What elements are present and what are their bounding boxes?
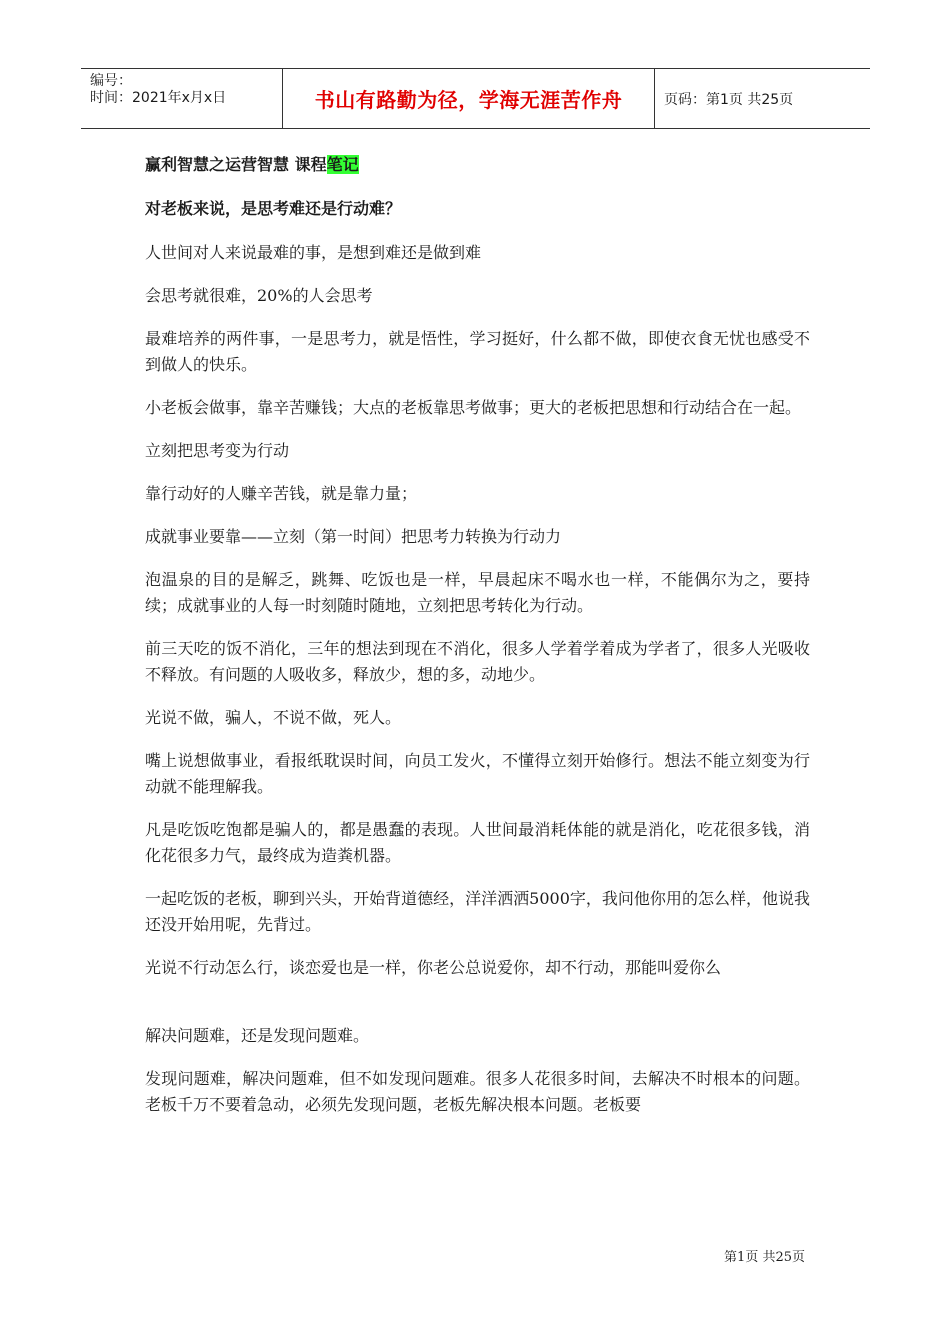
time-label: 时间：2021年x月x日 [90,90,227,106]
paragraph: 光说不行动怎么行，谈恋爱也是一样，你老公总说爱你，却不行动，那能叫爱你么 [145,958,722,977]
header-table [81,68,870,129]
paragraph: 嘴上说想做事业，看报纸耽误时间，向员工发火，不懂得立刻开始修行。想法不能立刻变为行动就不能理解我。 [145,751,810,796]
paragraph: 发现问题难，解决问题难，但不如发现问题难。很多人花很多时间，去解决不时根本的问题。老板千万不要着急动，必须先发现问题，老板先解决根本问题。老板要 [145,1069,810,1114]
paragraph: 小老板会做事，靠辛苦赚钱；大点的老板靠思考做事；更大的老板把思想和行动结合在一起。 [145,398,802,417]
paragraph: 最难培养的两件事，一是思考力，就是悟性，学习挺好，什么都不做，即使衣食无忧也感受不到做人的快乐。 [145,329,810,374]
number-label: 编号： [90,73,132,89]
paragraph: 人世间对人来说最难的事，是想到难还是做到难 [145,243,482,262]
paragraph: 一起吃饭的老板，聊到兴头，开始背道德经，洋洋洒洒5000字，我问他你用的怎么样，他说我还没开始用呢，先背过。 [145,889,810,934]
paragraph: 立刻把思考变为行动 [145,441,290,460]
title-highlight: 笔记 [326,155,359,174]
paragraph: 泡温泉的目的是解乏，跳舞、吃饭也是一样，早晨起床不喝水也一样，不能偶尔为之，要持续；成就事业的人每一时刻随时随地，立刻把思考转化为行动。 [145,570,810,615]
paragraph: 靠行动好的人赚辛苦钱，就是靠力量； [145,484,418,503]
header-page-info: 页码：第1页 共25页 [664,91,794,108]
document-title [145,152,810,178]
header-page-cell [655,69,870,128]
header-motto-cell [282,69,655,128]
paragraph: 光说不做，骗人，不说不做，死人。 [145,708,402,727]
document-body [145,152,810,1135]
paragraph: 解决问题难，还是发现问题难。 [145,1026,370,1045]
title-main: 赢利智慧之运营智慧 课程 [145,155,327,174]
motto-text: 书山有路勤为径，学海无涯苦作舟 [314,88,623,112]
document-subtitle: 对老板来说，是思考难还是行动难？ [145,199,402,218]
paragraph: 会思考就很难，20%的人会思考 [145,286,373,305]
header-meta-cell [81,69,282,128]
paragraph: 成就事业要靠——立刻（第一时间）把思考力转换为行动力 [145,527,562,546]
paragraph: 凡是吃饭吃饱都是骗人的，都是愚蠢的表现。人世间最消耗体能的就是消化，吃花很多钱，消化花很多力气，最终成为造粪机器。 [145,820,810,865]
paragraph: 前三天吃的饭不消化，三年的想法到现在不消化，很多人学着学着成为学者了，很多人光吸收不释放。有问题的人吸收多，释放少，想的多，动地少。 [145,639,810,684]
footer-page-number: 第1页 共25页 [724,1250,805,1265]
